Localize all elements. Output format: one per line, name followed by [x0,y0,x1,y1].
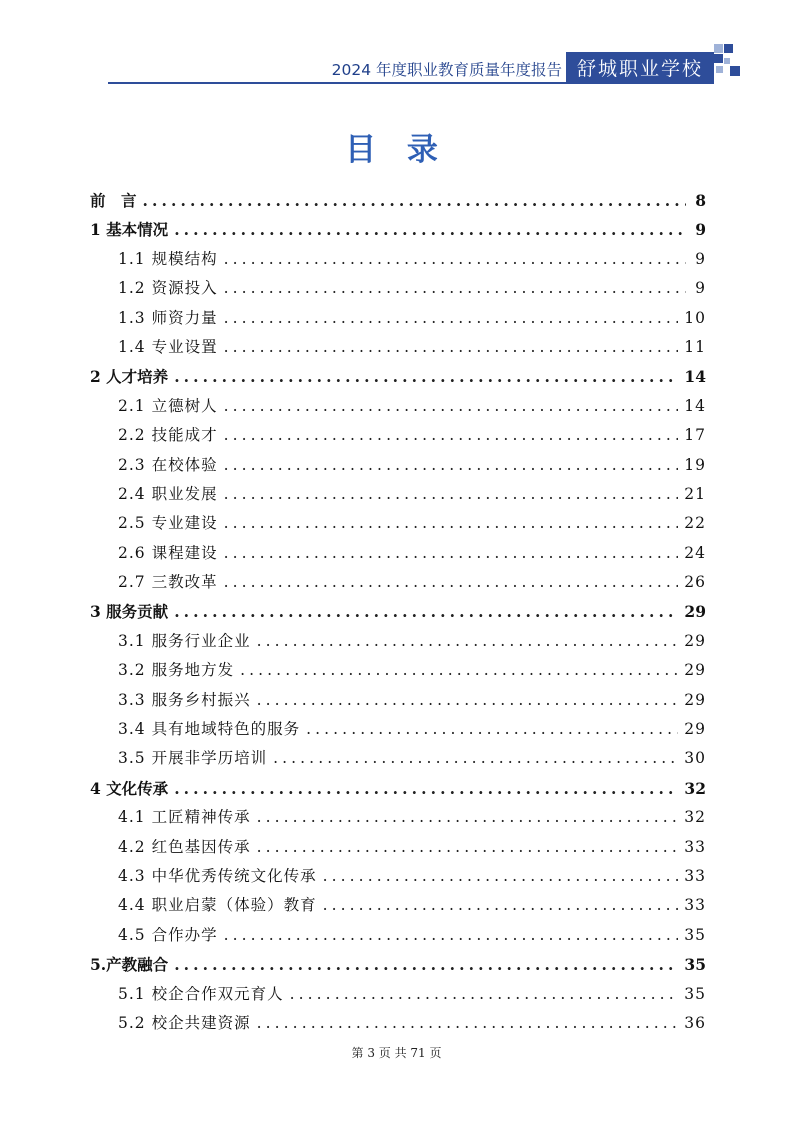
toc-page-number: 19 [684,455,706,474]
toc-section-entry[interactable] [90,421,706,450]
toc-entry-label: 5.1 校企合作双元育人 [118,984,284,1003]
toc-section-entry[interactable] [90,304,706,333]
toc-page-number: 35 [684,955,706,975]
page-number-footer: 第 3 页 共 71 页 [351,1046,442,1060]
toc-entry-label: 前 言 [90,191,137,210]
toc-dot-leader [240,656,678,685]
toc-section-entry[interactable] [90,509,706,538]
toc-entry-label: 2 人才培养 [90,367,169,387]
decorative-square [724,58,730,64]
toc-entry-label: 3.1 服务行业企业 [118,631,251,650]
toc-dot-leader [257,627,679,656]
toc-chapter-entry[interactable] [90,774,706,803]
toc-entry-label: 4.2 红色基因传承 [118,837,251,856]
toc-chapter-entry[interactable] [90,950,706,979]
toc-entry-label: 4.4 职业启蒙（体验）教育 [118,896,317,915]
toc-section-entry[interactable] [90,715,706,744]
toc-entry-label: 3.5 开展非学历培训 [118,749,268,768]
toc-dot-leader [224,245,686,274]
toc-page-number: 32 [684,778,706,798]
toc-entry-label: 2.6 课程建设 [118,543,218,562]
school-name-badge: 舒城职业学校 [566,52,714,82]
toc-entry-label: 2.2 技能成才 [118,426,218,445]
toc-entry-label: 3 服务贡献 [90,602,169,622]
toc-page-number: 29 [684,631,706,650]
toc-dot-leader [224,539,679,568]
toc-entry-label: 1.1 规模结构 [118,249,218,268]
toc-page-number: 17 [684,426,706,445]
toc-section-entry[interactable] [90,392,706,421]
toc-section-entry[interactable] [90,274,706,303]
toc-section-entry[interactable] [90,686,706,715]
toc-dot-leader [224,333,679,362]
toc-dot-leader [224,568,679,597]
toc-section-entry[interactable] [90,1009,706,1038]
toc-dot-leader [224,421,679,450]
toc-dot-leader [224,480,679,509]
toc-section-entry[interactable] [90,921,706,950]
toc-dot-leader [224,304,679,333]
toc-dot-leader [224,921,679,950]
toc-dot-leader [143,186,686,215]
toc-page-number: 9 [695,220,706,240]
toc-entry-label: 4.3 中华优秀传统文化传承 [118,866,317,885]
decorative-square [724,44,733,53]
toc-entry-label: 2.3 在校体验 [118,455,218,474]
toc-page-number: 35 [684,925,706,944]
toc-dot-leader [174,215,686,244]
toc-dot-leader [257,686,679,715]
toc-entry-label: 4.1 工匠精神传承 [118,808,251,827]
toc-dot-leader [257,803,679,832]
toc-entry-label: 1.2 资源投入 [118,279,218,298]
toc-page-number: 22 [684,514,706,533]
toc-entry-label: 3.2 服务地方发 [118,661,235,680]
toc-section-entry[interactable] [90,980,706,1009]
toc-entry-label: 1.4 专业设置 [118,337,218,356]
toc-page-number: 29 [684,661,706,680]
toc-section-entry[interactable] [90,333,706,362]
toc-section-entry[interactable] [90,656,706,685]
toc-page-number: 33 [684,837,706,856]
toc-page-number: 8 [695,191,706,210]
toc-dot-leader [224,451,679,480]
toc-entry-label: 2.4 职业发展 [118,484,218,503]
toc-dot-leader [323,891,679,920]
toc-page-number: 29 [684,720,706,739]
toc-section-entry[interactable] [90,803,706,832]
toc-chapter-entry[interactable] [90,597,706,626]
toc-entry-label: 1 基本情况 [90,220,169,240]
toc-dot-leader [224,392,679,421]
toc-entry-label: 4.5 合作办学 [118,925,218,944]
toc-section-entry[interactable] [90,451,706,480]
toc-page-number: 9 [695,279,706,298]
toc-dot-leader [224,509,679,538]
decorative-square [714,54,723,63]
decorative-square [714,44,723,53]
toc-page-number: 29 [684,602,706,622]
toc-entry-label: 2.7 三教改革 [118,573,218,592]
toc-dot-leader [174,774,678,803]
toc-page-number: 33 [684,896,706,915]
toc-chapter-entry[interactable] [90,215,706,244]
decorative-square [730,66,740,76]
toc-entry-label: 3.4 具有地域特色的服务 [118,720,301,739]
toc-entry-label: 2.1 立德树人 [118,396,218,415]
toc-entry-label: 3.3 服务乡村振兴 [118,690,251,709]
table-of-contents [90,186,706,1038]
toc-dot-leader [257,1009,679,1038]
toc-section-entry[interactable] [90,862,706,891]
toc-chapter-entry[interactable] [90,362,706,391]
toc-entry-label: 5.产教融合 [90,955,169,975]
toc-page-number: 29 [684,690,706,709]
toc-section-entry[interactable] [90,568,706,597]
toc-section-entry[interactable] [90,539,706,568]
toc-section-entry[interactable] [90,245,706,274]
page-title: 目 录 [345,132,448,168]
toc-section-entry[interactable] [90,891,706,920]
toc-entry-label: 1.3 师资力量 [118,308,218,327]
toc-dot-leader [174,597,678,626]
toc-page-number: 24 [684,543,706,562]
toc-section-entry[interactable] [90,627,706,656]
decorative-square [716,66,723,73]
toc-page-number: 10 [684,308,706,327]
toc-page-number: 30 [684,749,706,768]
toc-page-number: 14 [684,396,706,415]
toc-page-number: 32 [684,808,706,827]
toc-page-number: 14 [684,367,706,387]
toc-dot-leader [306,715,678,744]
toc-page-number: 26 [684,573,706,592]
toc-section-entry[interactable] [90,744,706,773]
toc-section-entry[interactable] [90,833,706,862]
toc-dot-leader [290,980,679,1009]
toc-page-number: 11 [684,337,706,356]
toc-dot-leader [224,274,686,303]
toc-dot-leader [174,362,678,391]
report-title: 2024 年度职业教育质量年度报告 [331,61,562,79]
toc-page-number: 21 [684,484,706,503]
toc-dot-leader [273,744,678,773]
toc-entry-label: 5.2 校企共建资源 [118,1013,251,1032]
toc-page-number: 33 [684,866,706,885]
toc-entry-label: 4 文化传承 [90,778,169,798]
toc-chapter-entry[interactable] [90,186,706,215]
toc-page-number: 35 [684,984,706,1003]
toc-page-number: 9 [695,249,706,268]
toc-page-number: 36 [684,1013,706,1032]
toc-dot-leader [323,862,679,891]
header-rule [108,82,714,84]
toc-section-entry[interactable] [90,480,706,509]
toc-entry-label: 2.5 专业建设 [118,514,218,533]
toc-dot-leader [174,950,678,979]
toc-dot-leader [257,833,679,862]
